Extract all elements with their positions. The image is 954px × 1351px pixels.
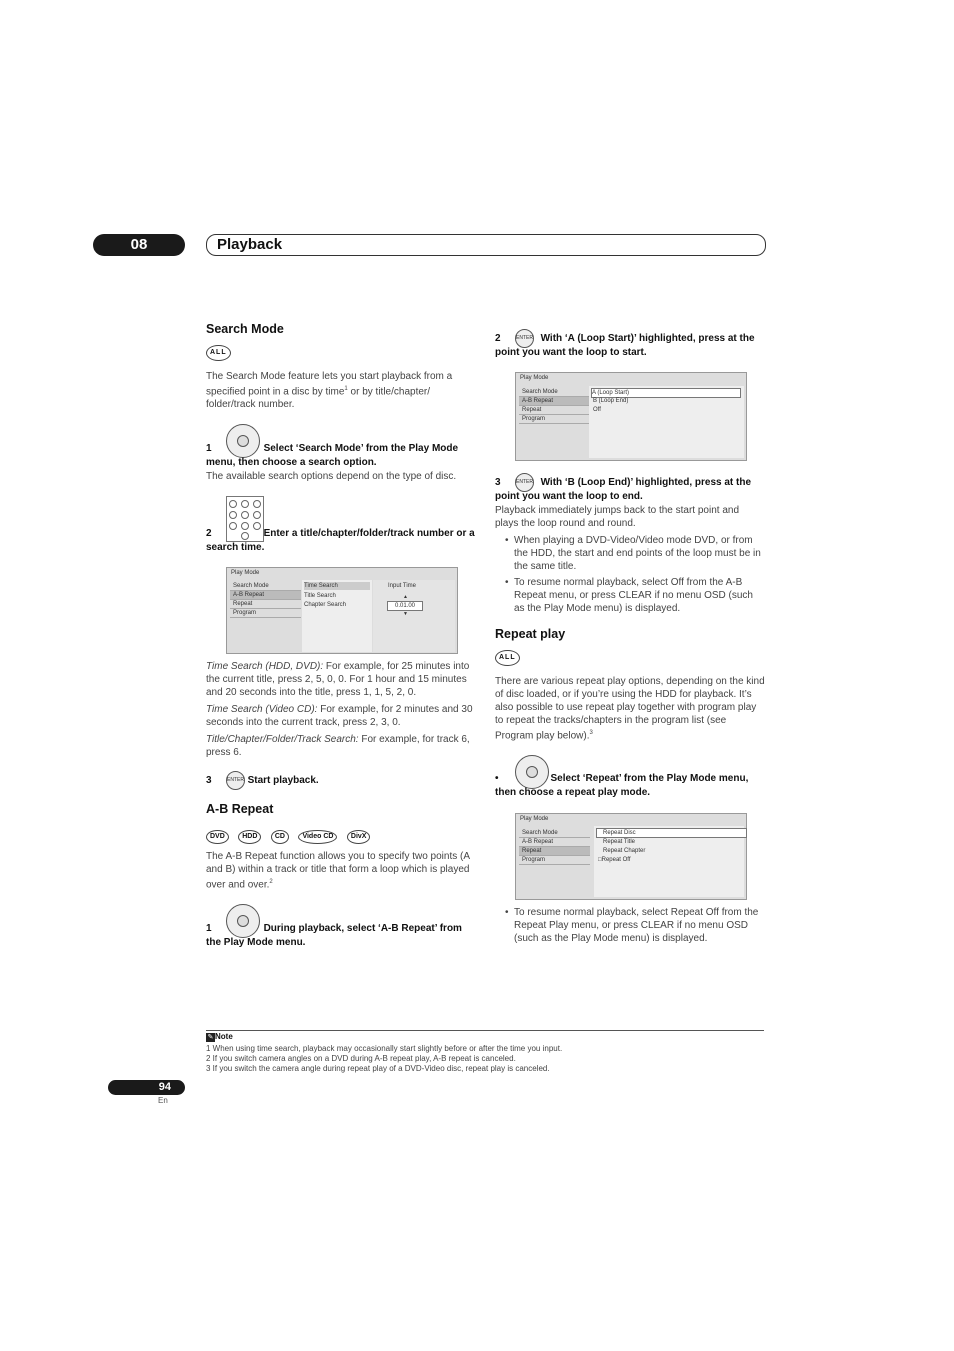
osd-menu-item: Search Mode: [519, 829, 590, 838]
osd-option: Title Search: [304, 593, 336, 599]
osd-option: Repeat Title: [603, 839, 636, 845]
osd-option: Repeat Disc: [596, 828, 747, 838]
osd-menu-item: Program: [230, 609, 301, 618]
ab-repeat-heading: A-B Repeat: [206, 802, 274, 816]
disc-badge: Video CD: [298, 830, 337, 844]
repeat-step: • Select ‘Repeat’ from the Play Mode menu, then choose a repeat play mode.: [495, 773, 749, 798]
checkbox-icon: □: [598, 857, 602, 863]
osd-option: Off: [593, 407, 601, 413]
osd-menu-item: Repeat: [519, 406, 590, 415]
chapter-title-bar: [206, 234, 766, 256]
osd-menu-item: Repeat: [230, 600, 301, 609]
title-chapter-search: Title/Chapter/Folder/Track Search: For example, for track 6, press 6.: [206, 734, 470, 758]
osd-option: A (Loop Start): [591, 388, 741, 398]
search-step1-note: The available search options depend on the type of disc.: [206, 471, 457, 482]
time-search-vcd: Time Search (Video CD): For example, for 2 minutes and 30 seconds into the current track, press 2, 3, 0.: [206, 704, 473, 728]
ab-step3-note: Playback immediately jumps back to the start point and plays the loop round and round.: [495, 505, 740, 529]
osd-title: Play Mode: [520, 375, 549, 381]
all-disc-badge: ALL: [495, 650, 520, 666]
footnote-divider: [206, 1030, 764, 1031]
repeat-bullet: • To resume normal playback, select Repeat Off from the Repeat Play menu, or press CLEAR if no menu OSD (such as the Play Mode menu) is displayed.: [505, 907, 759, 944]
osd-title: Play Mode: [231, 570, 260, 576]
chapter-number: 08: [93, 234, 185, 256]
note-label: ✎ Note: [207, 1032, 233, 1041]
ab-step3: 3 With ‘B (Loop End)’ highlighted, press at the point you want the loop to end.: [495, 477, 752, 502]
ab-bullet-2: • To resume normal playback, select Off from the A-B Repeat menu, or press CLEAR if no menu OSD (such as the Play Mode menu) is displayed.: [505, 577, 753, 614]
osd-title: Play Mode: [520, 816, 549, 822]
disc-badge: CD: [271, 830, 289, 844]
footnote-1: 1 When using time search, playback may occasionally start slightly before or after the time you input.: [206, 1044, 563, 1053]
osd-option: Repeat Chapter: [603, 848, 646, 854]
all-disc-badge: ALL: [206, 345, 231, 361]
ab-step1: 1 During playback, select ‘A-B Repeat’ from the Play Mode menu.: [206, 923, 462, 948]
repeat-play-osd: [515, 813, 747, 900]
osd-option: □Repeat Off: [598, 857, 631, 863]
osd-option: Chapter Search: [304, 602, 347, 608]
osd-menu-item: A-B Repeat: [519, 397, 590, 406]
osd-option: B (Loop End): [593, 398, 629, 404]
osd-menu-item: Program: [519, 856, 590, 865]
chapter-title: Playback: [217, 236, 283, 253]
time-search-hdd-dvd: Time Search (HDD, DVD): For example, for 25 minutes into the current title, press 2, 5, 0, 0. For 1 hour and 15 minutes and 20 seconds into the title, press 1, 1, 5, 2, 0.: [206, 661, 470, 698]
search-step2: 2 Enter a title/chapter/folder/track number or a search time.: [206, 528, 475, 553]
arrow-down-icon: ▼: [403, 611, 408, 617]
ab-repeat-osd: [515, 372, 747, 461]
disc-badge: DivX: [347, 830, 371, 844]
search-step3: 3 Start playback.: [206, 775, 319, 786]
note-icon: ✎: [207, 1034, 214, 1041]
disc-badges: [206, 825, 375, 844]
search-mode-intro: The Search Mode feature lets you start playback from a specified point in a disc by time$^1$ or by title/chapter/ folder/track number.: [206, 371, 453, 411]
disc-badge: DVD: [206, 830, 229, 844]
enter-icon: ENTER: [226, 771, 245, 790]
footnote-2: 2 If you switch camera angles on a DVD during A-B repeat play, A-B repeat is canceled.: [206, 1054, 516, 1063]
page-number: 94: [108, 1080, 185, 1095]
osd-menu-item: A-B Repeat: [230, 591, 301, 600]
osd-menu-item: Repeat: [519, 847, 590, 856]
enter-icon: ENTER: [515, 329, 534, 348]
footnote-3: 3 If you switch the camera angle during repeat play of a DVD-Video disc, repeat play is canceled.: [206, 1064, 550, 1073]
repeat-play-intro: There are various repeat play options, depending on the kind of disc loaded, or if you’re using the HDD for playback. It’s also possible to use repeat play together with program play to repeat the tracks/chapters in the program list (see Program play below).$^3$: [495, 676, 765, 742]
osd-menu-item: Search Mode: [519, 388, 590, 397]
osd-menu-item: A-B Repeat: [519, 838, 590, 847]
osd-menu-item: Search Mode: [230, 582, 301, 591]
ab-step2: 2 With ‘A (Loop Start)’ highlighted, press at the point you want the loop to start.: [495, 333, 755, 358]
repeat-play-heading: Repeat play: [495, 627, 566, 641]
ab-repeat-intro: The A-B Repeat function allows you to specify two points (A and B) within a track or title that form a loop which is played over and over.$^2$: [206, 851, 470, 891]
osd-input-label: Input Time: [388, 583, 417, 589]
language-code: En: [158, 1096, 168, 1105]
search-mode-osd: [226, 567, 458, 654]
disc-badge: HDD: [238, 830, 261, 844]
search-mode-heading: Search Mode: [206, 322, 284, 336]
ab-bullet-1: • When playing a DVD-Video/Video mode DVD, or from the HDD, the start and end points of the loop must be in the same title.: [505, 535, 761, 572]
arrow-up-icon: ▲: [403, 594, 408, 600]
enter-icon: ENTER: [515, 473, 534, 492]
osd-option: Time Search: [304, 582, 370, 590]
osd-input-value: 0.01.00: [387, 601, 423, 611]
osd-menu-item: Program: [519, 415, 590, 424]
search-step1: 1 Select ‘Search Mode’ from the Play Mode menu, then choose a search option.: [206, 443, 459, 468]
